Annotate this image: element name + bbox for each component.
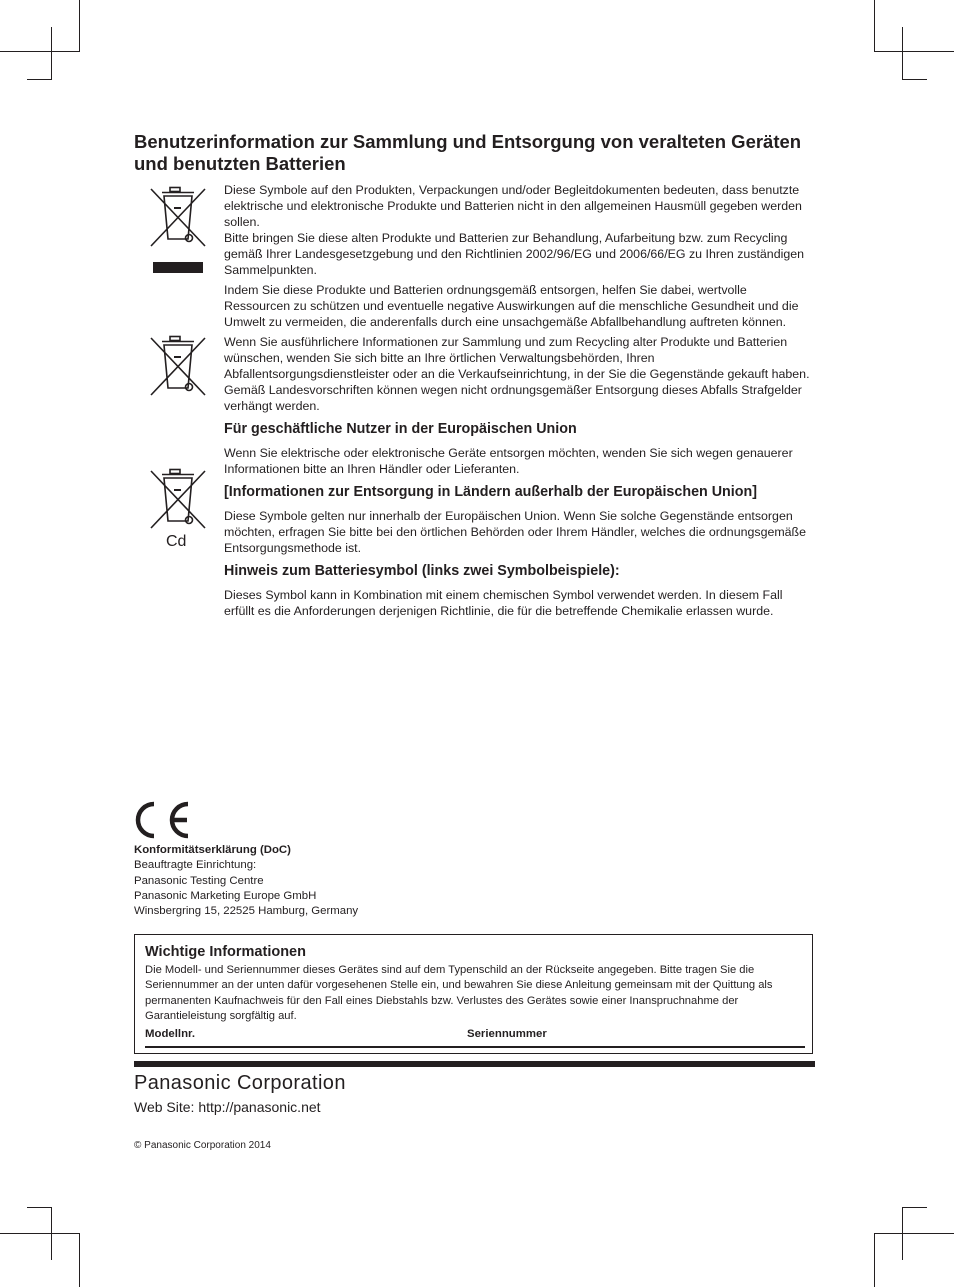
paragraph: Wenn Sie elektrische oder elektronische Geräte entsorgen möchten, wenden Sie sich wegen genauerer Informationen bitte an Ihren Händler oder Lieferanten. [224,446,793,476]
crop-mark [875,51,954,52]
crop-mark [51,27,52,79]
crop-mark [79,0,80,52]
important-info-box [134,934,813,1054]
info-box-title: Wichtige Informationen [145,944,306,960]
main-content [224,182,810,619]
crossed-out-wheelie-bin-icon [148,468,208,534]
crop-mark [0,1233,79,1234]
crop-mark [27,79,52,80]
crop-mark [875,1233,954,1234]
doc-heading: Konformitätserklärung (DoC) [134,844,291,856]
doc-line: Panasonic Marketing Europe GmbH [134,889,317,902]
section-heading: Für geschäftliche Nutzer in der Europäischen Union [224,421,577,437]
crop-mark [51,1207,52,1260]
declaration-of-conformity [134,843,358,919]
website-text: Web Site: http://panasonic.net [134,1099,321,1115]
crossed-out-wheelie-bin-icon [148,186,208,276]
crop-mark [902,1207,927,1208]
entry-line [145,1046,805,1048]
paragraph: Diese Symbole auf den Produkten, Verpackungen und/oder Begleitdokumenten bedeuten, dass benutzte elektrische und elektronische Produkte und Batterien nicht in den allgemeinen Hausmüll gegeben werden sollen. [224,183,802,229]
crop-mark [874,0,875,52]
doc-line: Panasonic Testing Centre [134,874,264,887]
section-heading: [Informationen zur Entsorgung in Ländern außerhalb der Europäischen Union] [224,484,757,500]
doc-line: Beauftragte Einrichtung: [134,859,257,872]
crop-mark [79,1233,80,1287]
model-number-label: Modellnr. [145,1028,195,1040]
paragraph: Indem Sie diese Produkte und Batterien ordnungsgemäß entsorgen, helfen Sie dabei, wertvolle Ressourcen zu schützen und eventuelle negative Auswirkungen auf die menschliche Gesundheit und die Umwelt zu vermeiden, die anderenfalls durch eine unsachgemäße Abfallbehandlung auftreten können. [224,283,799,329]
doc-line: Winsbergring 15, 22525 Hamburg, Germany [134,905,359,918]
crop-mark [902,1207,903,1260]
info-box-text: Die Modell- und Seriennummer dieses Gerätes sind auf dem Typenschild an der Rückseite angegeben. Bitte tragen Sie die Seriennummer an der unten dafür vorgesehenen Stelle ein, und bewahren Sie diese Anleitung gemeinsam mit der Quittung als permanenten Kaufnachweis für den Fall eines Diebstahls bzw. Verlustes des Gerätes sowie einer Inanspruchnahme der Garantieleistung sorgfältig auf. [145,964,773,1022]
copyright-text: © Panasonic Corporation 2014 [134,1140,271,1151]
section-heading: Hinweis zum Batteriesymbol (links zwei Symbolbeispiele): [224,563,620,579]
paragraph: Bitte bringen Sie diese alten Produkte und Batterien zur Behandlung, Aufarbeitung bzw. zum Recycling gemäß Ihrer Landesgesetzgebung und den Richtlinien 2002/96/EG und 2006/66/EG zu Ihren zuständigen Sammelpunkten. [224,231,805,277]
crop-mark [27,1207,52,1208]
paragraph: Dieses Symbol kann in Kombination mit einem chemischen Symbol verwendet werden. In diesem Fall erfüllt es die Anforderungen derjenigen Richtlinie, die für die betreffende Chemikalie erlassen wurde. [224,588,783,618]
crop-mark [0,51,79,52]
company-logo-text: Panasonic Corporation [134,1072,346,1094]
page-title: Benutzerinformation zur Sammlung und Entsorgung von veralteten Geräten und benutzten Batterien [134,131,802,174]
crop-mark [874,1233,875,1287]
crop-mark [902,27,903,79]
ce-mark-icon [134,800,194,840]
divider-bar [134,1061,815,1067]
serial-number-label: Seriennummer [467,1028,547,1040]
paragraph: Wenn Sie ausführlichere Informationen zur Sammlung und zum Recycling alter Produkte und Batterien wünschen, wenden Sie sich bitte an Ihre örtlichen Verwaltungsbehörden, Ihren Abfallentsorgungsdienstleister oder an die Verkaufseinrichtung, in der Sie die Gegenstände gekauft haben. Gemäß Landesvorschriften können wegen nicht ordnungsgemäßer Entsorgung dieses Abfalls Strafgelder verhängt werden. [224,335,810,413]
chemical-symbol-label: Cd [166,533,187,550]
crossed-out-wheelie-bin-icon [148,335,208,401]
paragraph: Diese Symbole gelten nur innerhalb der Europäischen Union. Wenn Sie solche Gegenstände entsorgen möchten, erfragen Sie bitte bei den örtlichen Behörden oder Ihrem Händler, welches die ordnungsgemäße Entsorgungsmethode ist. [224,509,807,555]
crop-mark [902,79,927,80]
